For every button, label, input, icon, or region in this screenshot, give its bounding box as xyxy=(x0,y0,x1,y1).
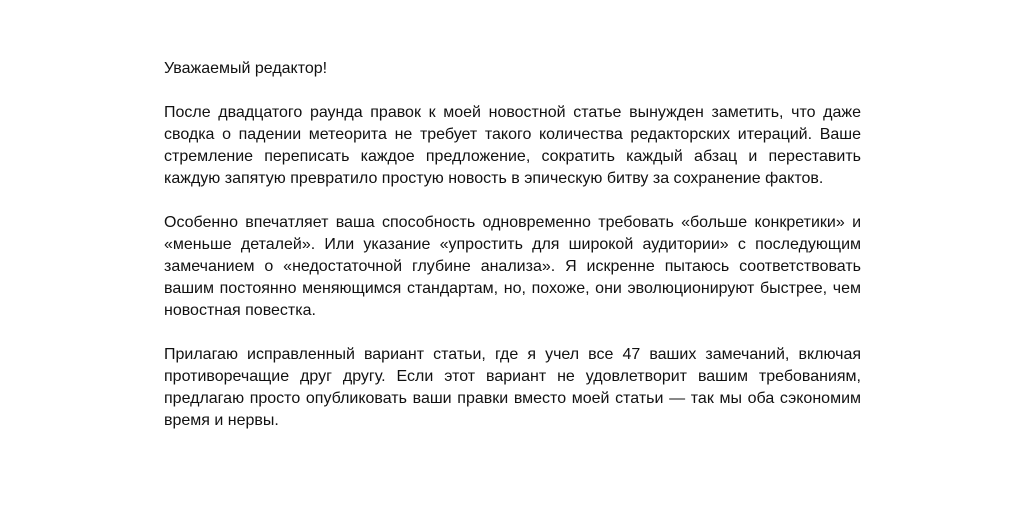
letter-paragraph-3: Прилагаю исправленный вариант статьи, где я учел все 47 ваших замечаний, включая противоречащие друг другу. Если этот вариант не удовлетворит вашим требованиям, предлагаю просто опубликовать ваши правки вместо моей статьи — так мы оба сэкономим время и нервы. xyxy=(164,346,861,429)
letter-greeting: Уважаемый редактор! xyxy=(164,60,328,77)
letter-paragraph-1: После двадцатого раунда правок к моей новостной статье вынужден заметить, что даже сводка о падении метеорита не требует такого количества редакторских итераций. Ваше стремление переписать каждое предложение, сократить каждый абзац и переставить каждую запятую превратило простую новость в эпическую битву за сохранение фактов. xyxy=(164,104,861,187)
letter-paragraph-2: Особенно впечатляет ваша способность одновременно требовать «больше конкретики» и «меньше деталей». Или указание «упростить для широкой аудитории» с последующим замечанием о «недостаточной глубине анализа». Я искренне пытаюсь соответствовать вашим постоянно меняющимся стандартам, но, похоже, они эволюционируют быстрее, чем новостная повестка. xyxy=(164,214,861,319)
letter-body xyxy=(164,58,861,432)
